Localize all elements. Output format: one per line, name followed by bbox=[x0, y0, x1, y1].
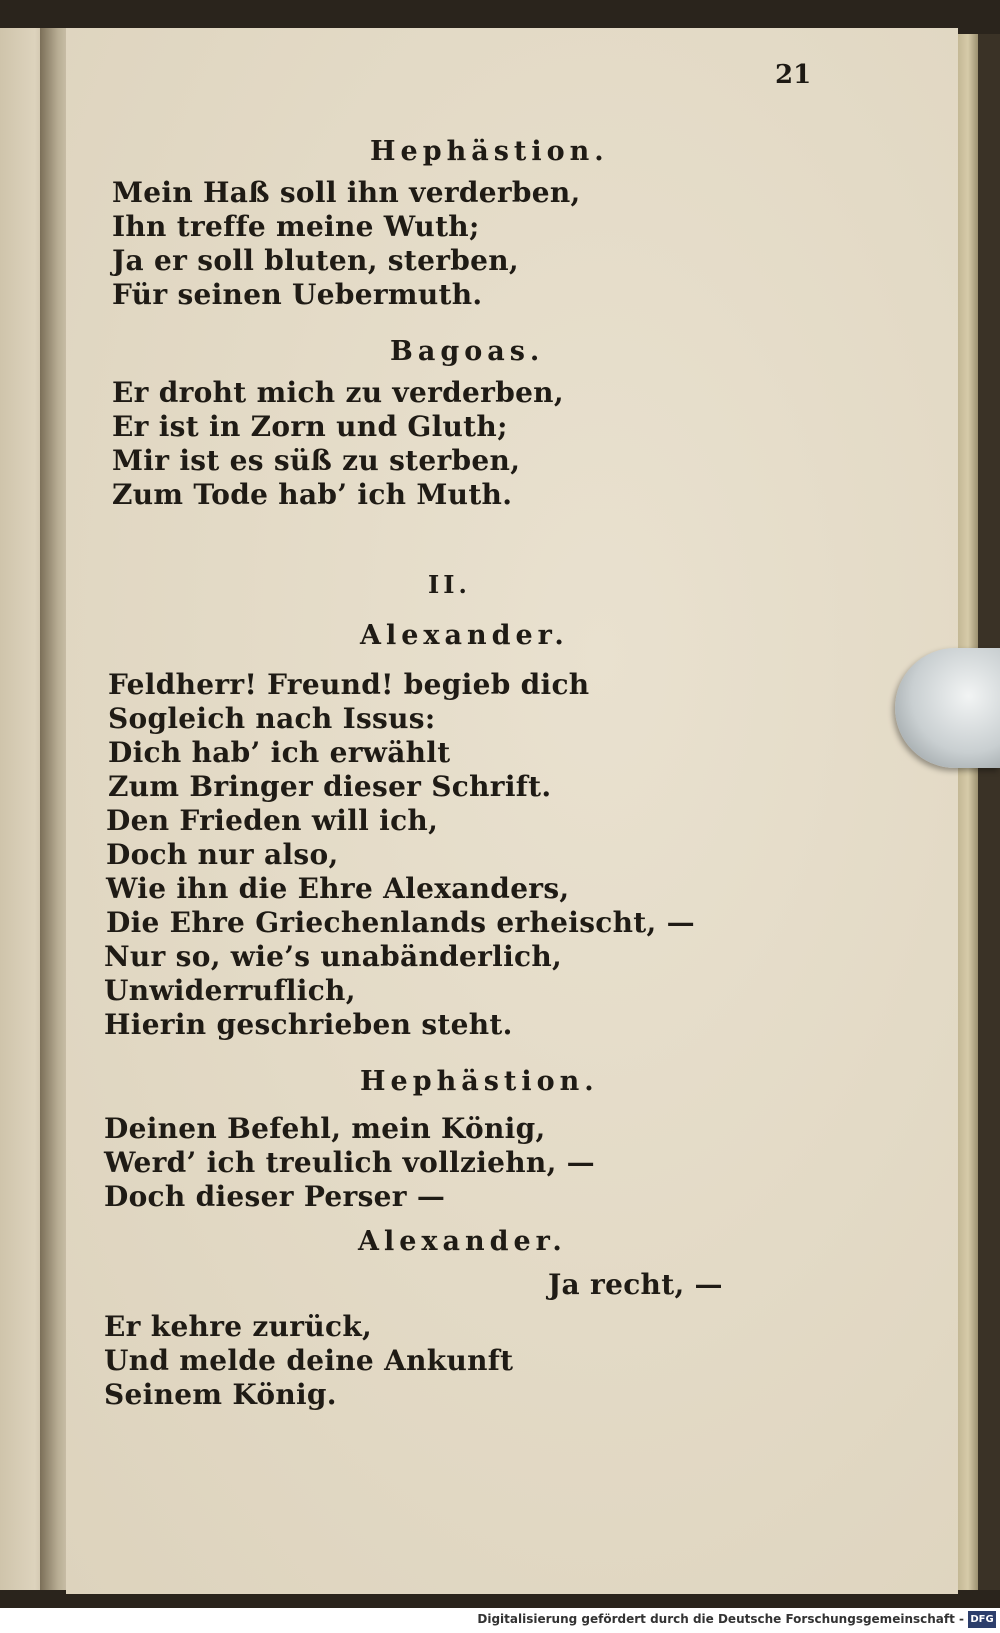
verse-line: Doch dieser Perser — bbox=[104, 1180, 446, 1213]
verse-line: Und melde deine Ankunft bbox=[104, 1344, 514, 1377]
footer-bar bbox=[0, 1608, 1000, 1633]
verse-line: Er kehre zurück, bbox=[104, 1310, 373, 1343]
verse-line: Unwiderruflich, bbox=[104, 974, 356, 1007]
verse-line: Die Ehre Griechenlands erheischt, — bbox=[106, 906, 695, 939]
dfg-logo: DFG bbox=[968, 1611, 996, 1628]
section-number: II. bbox=[428, 570, 471, 599]
verse-line: Er droht mich zu verderben, bbox=[112, 376, 564, 409]
verse-line: Dich hab’ ich erwählt bbox=[108, 736, 451, 769]
verse-line: Nur so, wie’s unabänderlich, bbox=[104, 940, 563, 973]
verse-line: Für seinen Uebermuth. bbox=[112, 278, 483, 311]
verse-line: Mir ist es süß zu sterben, bbox=[112, 444, 521, 477]
speaker-alexander: Alexander. bbox=[358, 1226, 567, 1257]
verse-line: Seinem König. bbox=[104, 1378, 337, 1411]
verse-line: Den Frieden will ich, bbox=[106, 804, 439, 837]
verse-line: Zum Bringer dieser Schrift. bbox=[108, 770, 552, 803]
page-number: 21 bbox=[775, 60, 812, 90]
verse-line: Doch nur also, bbox=[106, 838, 339, 871]
book-cover-edge bbox=[978, 34, 1000, 1590]
verse-line: Hierin geschrieben steht. bbox=[104, 1008, 513, 1041]
verse-line: Feldherr! Freund! begieb dich bbox=[108, 668, 590, 701]
page-edge bbox=[958, 34, 978, 1590]
verse-line: Er ist in Zorn und Gluth; bbox=[112, 410, 508, 443]
verse-line: Deinen Befehl, mein König, bbox=[104, 1112, 546, 1145]
verse-line: Mein Haß soll ihn verderben, bbox=[112, 176, 581, 209]
speaker-hephaestion: Hephästion. bbox=[370, 136, 609, 167]
verse-line: Wie ihn die Ehre Alexanders, bbox=[106, 872, 570, 905]
verse-line: Ja recht, — bbox=[548, 1268, 723, 1301]
speaker-alexander: Alexander. bbox=[360, 620, 569, 651]
verse-line: Werd’ ich treulich vollziehn, — bbox=[104, 1146, 595, 1179]
footer-credit: Digitalisierung gefördert durch die Deutsche Forschungsgemeinschaft - bbox=[477, 1612, 964, 1626]
verse-line: Sogleich nach Issus: bbox=[108, 702, 436, 735]
speaker-bagoas: Bagoas. bbox=[390, 336, 545, 367]
verse-line: Ja er soll bluten, sterben, bbox=[112, 244, 519, 277]
verse-line: Ihn treffe meine Wuth; bbox=[112, 210, 480, 243]
speaker-hephaestion: Hephästion. bbox=[360, 1066, 599, 1097]
verse-line: Zum Tode hab’ ich Muth. bbox=[112, 478, 513, 511]
